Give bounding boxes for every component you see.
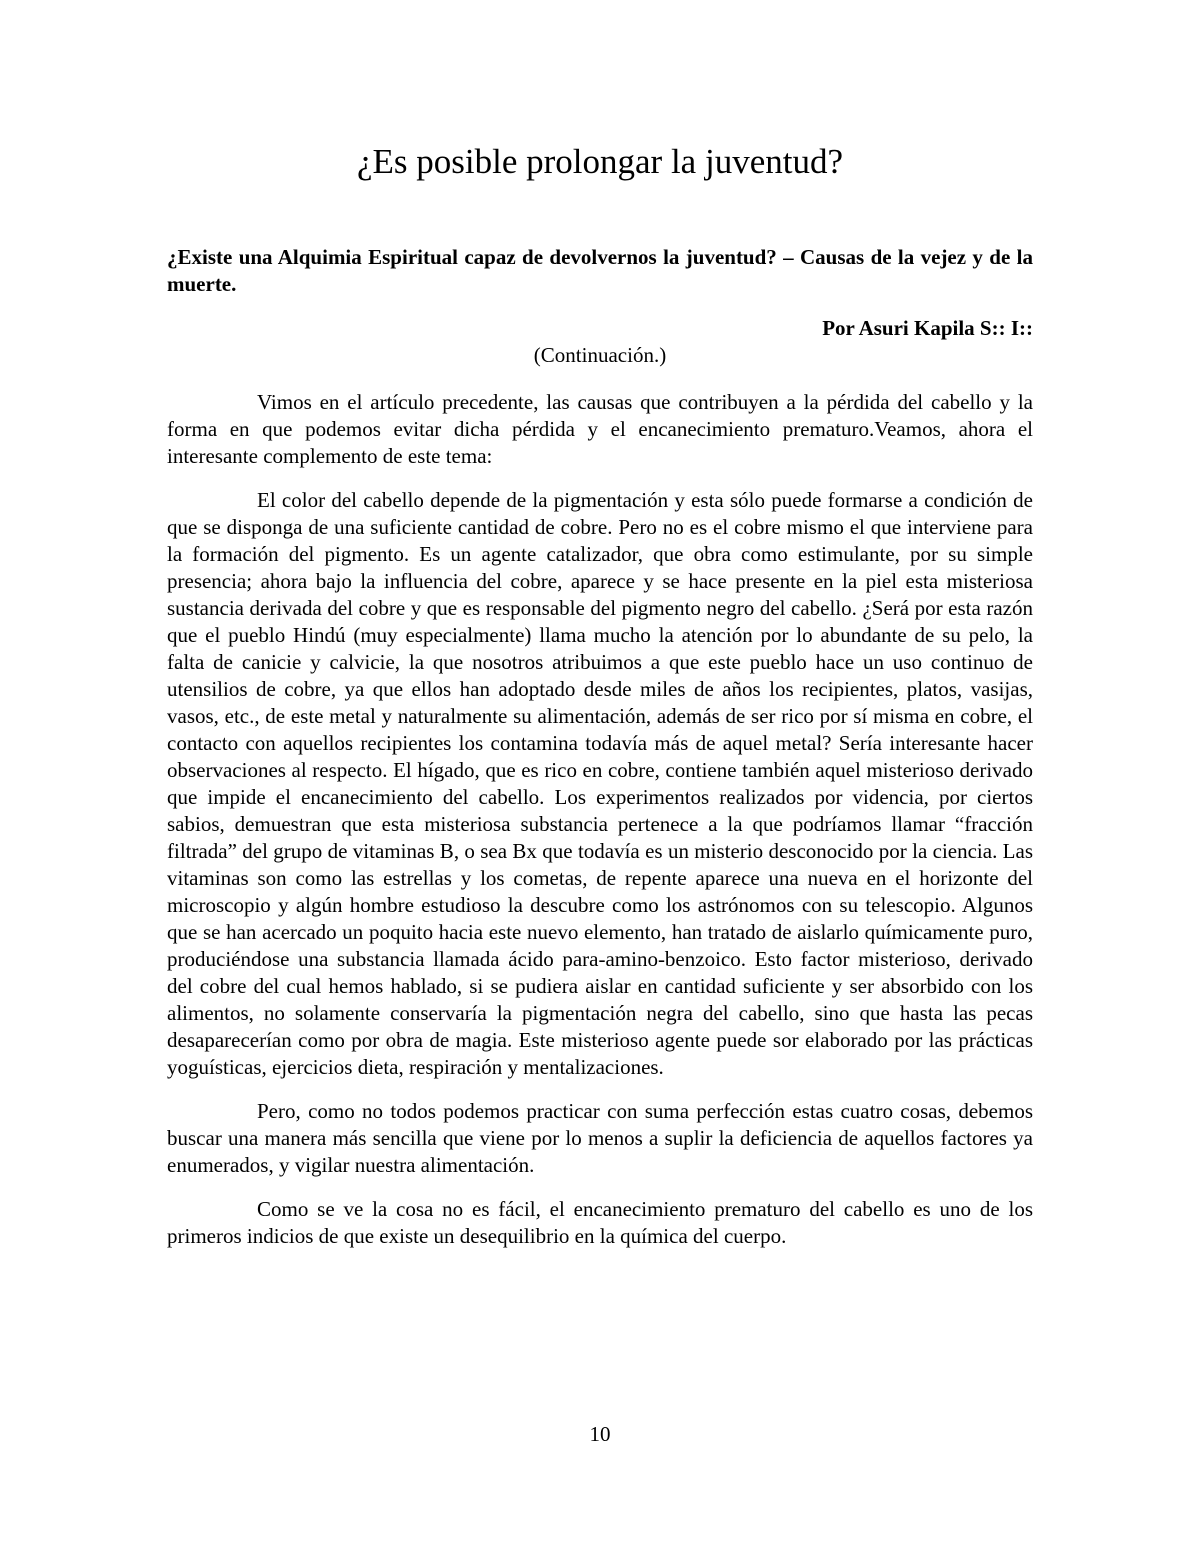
- paragraph-2: El color del cabello depende de la pigmentación y esta sólo puede formarse a condición de que se disponga de una suficiente cantidad de cobre. Pero no es el cobre mismo el que interviene para la formación del pigmento. Es un agente catalizador, que obra como estimulante, por su simple presencia; ahora bajo la influencia del cobre, aparece y se hace presente en la piel esta misteriosa sustancia derivada del cobre y que es responsable del pigmento negro del cabello. ¿Será por esta razón que el pueblo Hindú (muy especialmente) llama mucho la atención por lo abundante de su pelo, la falta de canicie y calvicie, la que nosotros atribuimos a que este pueblo hace un uso continuo de utensilios de cobre, ya que ellos han adoptado desde miles de años los recipientes, platos, vasijas, vasos, etc., de este metal y naturalmente su alimentación, además de ser rico por sí misma en cobre, el contacto con aquellos recipientes los contamina todavía más de aquel metal? Sería interesante hacer observaciones al respecto. El hígado, que es rico en cobre, contiene también aquel misterioso derivado que impide el encanecimiento del cabello. Los experimentos realizados por videncia, por ciertos sabios, demuestran que esta misteriosa substancia pertenece a la que podríamos llamar “fracción filtrada” del grupo de vitaminas B, o sea Bx que todavía es un misterio desconocido por la ciencia. Las vitaminas son como las estrellas y los cometas, de repente aparece una nueva en el horizonte del microscopio y algún hombre estudioso la descubre como los astrónomos con su telescopio. Algunos que se han acercado un poquito hacia este nuevo elemento, han tratado de aislarlo químicamente puro, produciéndose una substancia llamada ácido para-amino-benzoico. Esto factor misterioso, derivado del cobre del cual hemos hablado, si se pudiera aislar en cantidad suficiente y ser absorbido con los alimentos, no solamente conservaría la pigmentación negra del cabello, sino que hasta las pecas desaparecerían como por obra de magia. Este misterioso agente puede sor elaborado por las prácticas yoguísticas, ejercicios dieta, respiración y mentalizaciones.: [167, 488, 1033, 1079]
- continuation-note: (Continuación.): [533, 343, 667, 367]
- page-title: ¿Es posible prolongar la juventud?: [357, 142, 843, 181]
- paragraph-3: Pero, como no todos podemos practicar con suma perfección estas cuatro cosas, debemos buscar una manera más sencilla que viene por lo menos a suplir la deficiencia de aquellos factores ya enumerados, y vigilar nuestra alimentación.: [167, 1099, 1033, 1177]
- article-subtitle: ¿Existe una Alquimia Espiritual capaz de devolvernos la juventud? – Causas de la vejez y de la muerte.: [167, 245, 1033, 296]
- paragraph-4: Como se ve la cosa no es fácil, el encanecimiento prematuro del cabello es uno de los primeros indicios de que existe un desequilibrio en la química del cuerpo.: [167, 1197, 1033, 1248]
- paragraph-1: Vimos en el artículo precedente, las causas que contribuyen a la pérdida del cabello y la forma en que podemos evitar dicha pérdida y el encanecimiento prematuro.Veamos, ahora el interesante complemento de este tema:: [167, 390, 1033, 468]
- page-number: 10: [589, 1422, 611, 1446]
- article-body: [167, 244, 1033, 1267]
- author-byline: Por Asuri Kapila S:: I::: [822, 316, 1033, 340]
